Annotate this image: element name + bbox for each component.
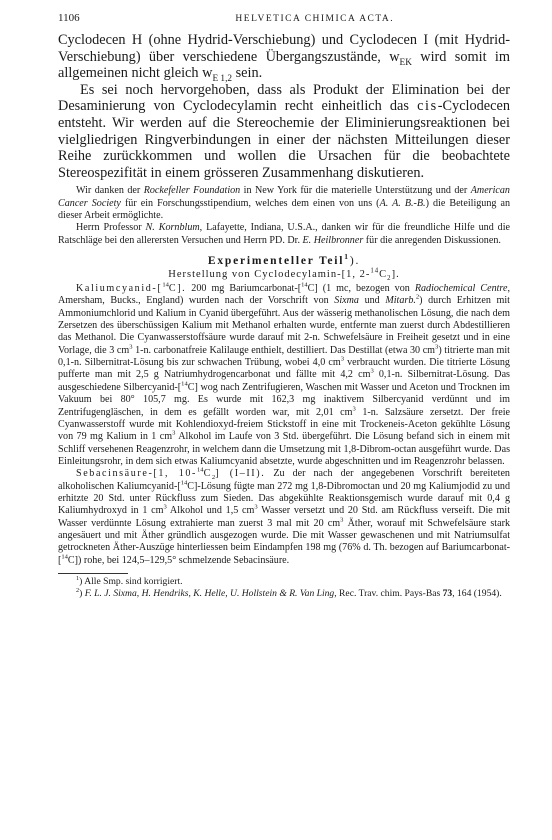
- section-subtitle: Herstellung von Cyclodecylamin-[1, $2-^{14}C_2$].: [168, 267, 400, 283]
- procedure-kaliumcyanid: Kaliumcyanid-[$^{14}$C]. 200 mg Bariumcarbonat-[$^{14}$C] (1 mc, bezogen von Radiochemical Centre, Amersham, Bucks., England) wurden nach der Vorschrift von Sixma und Mitarb.$^2$) durch Erhitzen mit Ammoniumchlorid und Kalium in Cyanid übergeführt. Aus der wässerig methanolischen Lösung, die nach dem Zersetzen des überschüssigen Kalium mit Methanol erhalten wurde, entfernte man zuerst durch Abdestillieren das Methanol. Die Cyanwasserstoffsäure wurde darauf mit 2-n. Schwefelsäure in Freiheit gesetzt und in eine Vorlage, die 3 $cm^3$ 1-n. carbonatfreie Kalilauge enthielt, destilliert. Das Destillat (etwa 30 $cm^3$) titrierte man mit 0,1-n. Silbernitrat-Lösung bis zur schwachen Trübung, wobei 4,0 $cm^3$ verbraucht wurden. Die titrierte Lösung pufferte man mit 2,5 g Natriumhydrogencarbonat und fällte mit 4,2 $cm^3$ 0,1-n. Silbernitrat-Lösung. Das ausgeschiedene Silbercyanid-[$^{14}$C] wog nach Zentrifugieren, Waschen mit Wasser und Aceton und Trocknen im Vakuum bei 80° 105,7 mg. Es wurde mit 162,3 mg inaktivem Silbercyanid verdünnt und im Zentrifugengläschen, in dem es gefällt worden war, mit 2,01 $cm^3$ 1-n. Salzsäure zersetzt. Der freie Cyanwasserstoff wurde mit Kohlendioxyd-freiem Stickstoff in eine mit Trockeneis-Aceton gekühlte Lösung von 79 mg Kalium in 1 $cm^3$ Alkohol im Laufe von 3 Std. übergeführt. Die Lösung befand sich in einem mit Schliff versehenen Reagenzrohr, in welchem dann die Umsetzung mit 1,8-Dibrom-octan ausgeführt wurde. Das Einleitungsrohr, in dem sich etwas Kaliumcyanid absetzte, wurde abgeschnitten und im Reagenzrohr belassen.: [58, 281, 511, 467]
- journal-page: [58, 12, 510, 600]
- intro-paragraph-2: Es sei noch hervorgehoben, dass als Produkt der Elimination bei der Desaminierung von Cyclodecylamin recht einheitlich das cis-Cyclodecen entsteht. Wir werden auf die Stereochemie der Eliminierungsreaktionen bei vielgliedrigen Ringverbindungen in einer der nächsten Mitteilungen dieser Reihe zurückkommen und wollen die Ursachen für die beobachtete Stereospezifität in einem grösseren Zusammenhang diskutieren.: [58, 81, 510, 181]
- page-number: 1106: [58, 12, 80, 24]
- section-title: Experimenteller Teil$^1$).: [207, 252, 361, 268]
- acknowledgement-2: Herrn Professor N. Kornblum, Lafayette, Indiana, U.S.A., danken wir für die freundliche Hilfe und die Ratschläge bei den allerersten Versuchen und Herrn PD. Dr. E. Heilbronner für die anregenden Diskussionen.: [58, 222, 510, 246]
- acknowledgement-1: Wir danken der Rockefeller Foundation in New York für die materielle Unterstützung und der American Cancer Society für ein Forschungsstipendium, welches dem einen von uns (A. A. B.-B.) die Beteiligung an dieser Arbeit ermöglichte.: [58, 185, 511, 222]
- intro-paragraph-1: Cyclodecen H (ohne Hydrid-Verschiebung) und Cyclodecen I (mit Hydrid-Verschiebung) über verschiedene Übergangszustände, $w_{EK}$ wird somit im allgemeinen nicht gleich $w_{E 1,2}$ sein.: [58, 32, 510, 85]
- procedure-sebacinsaeure: Sebacinsäure-[1, $10-^{14}C_2$] (I–II). Zu der nach der angegebenen Vorschrift bereiteten alkoholischen Kaliumcyanid-[$^{14}$C]-Lösung fügte man 272 mg 1,8-Dibromoctan und 20 mg Kaliumjodid zu und erhitzte 20 Std. unter Rückfluss zum Sieden. Das abgekühlte Reaktionsgemisch wurde darauf mit 0,4 g Kaliumhydroxyd in 1 $cm^3$ Alkohol und 1,5 $cm^3$ Wasser versetzt und 20 Std. am Rückfluss verseift. Die mit Wasser verdünnte Lösung extrahierte man zuerst 3 mal mit 20 $cm^3$ Äther, worauf mit Schwefelsäure stark angesäuert und mit Äther gründlich ausgezogen wurde. Die mit Wasser gewaschenen und mit Natriumsulfat getrockneten Äther-Auszüge hinterliessen beim Eindampfen 198 mg (76% d. Th. bezogen auf Bariumcarbonat-[$^{14}$C]) rohe, bei 124,5–129,5° schmelzende Sebacinsäure.: [58, 466, 510, 566]
- footnote-rule: [58, 573, 128, 574]
- running-header: [58, 12, 510, 32]
- footnote-1: $^1$) Alle Smp. sind korrigiert.: [76, 574, 183, 587]
- footnote-2: $^2$) F. L. J. Sixma, H. Hendriks, K. Helle, U. Hollstein & R. Van Ling, Rec. Trav. chim. Pays-Bas 73, 164 (1954).: [76, 586, 502, 599]
- journal-title: HELVETICA CHIMICA ACTA.: [235, 14, 395, 24]
